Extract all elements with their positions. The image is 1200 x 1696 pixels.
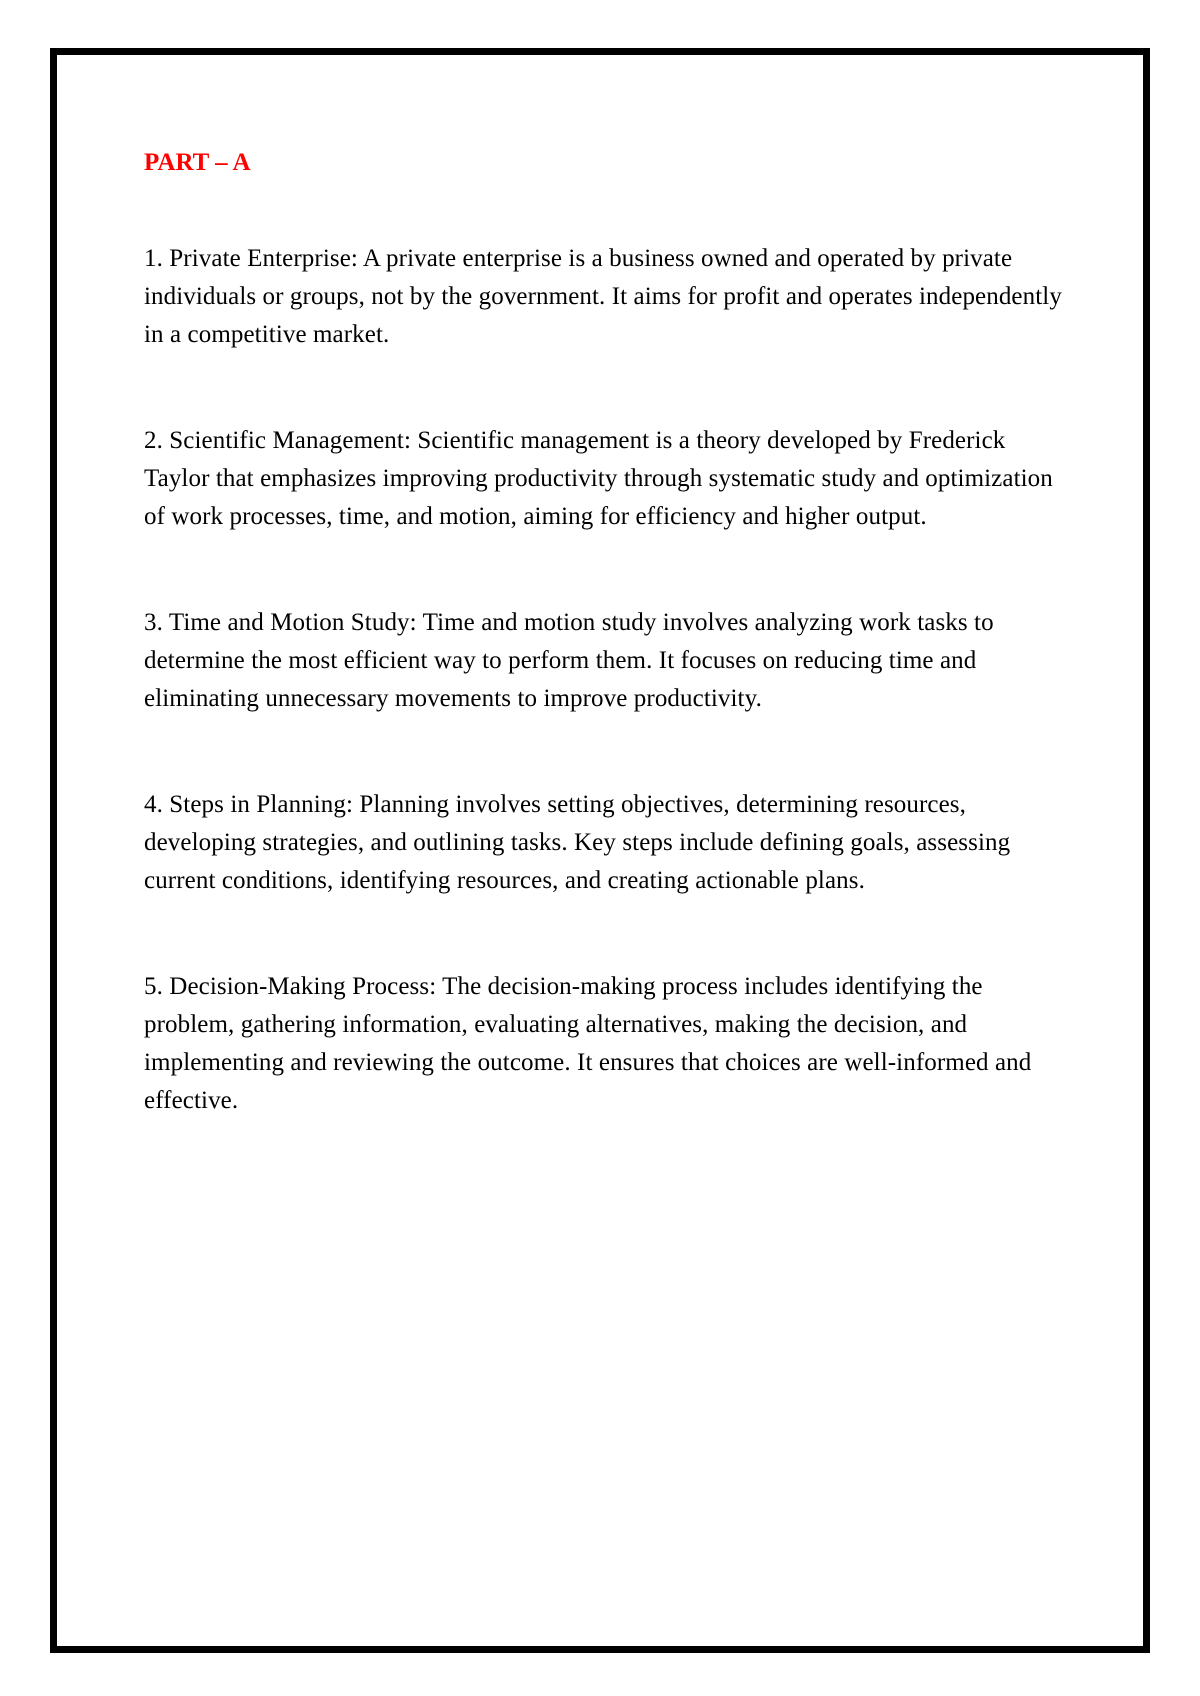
paragraph-decision-making-process: 5. Decision-Making Process: The decision-making process includes identifying the problem, gathering information, evaluating alternatives, making the decision, and implementing and reviewing the outcome. It ensures that choices are well-informed and effective. bbox=[144, 973, 1032, 1114]
paragraph-time-and-motion-study: 3. Time and Motion Study: Time and motion study involves analyzing work tasks to determine the most efficient way to perform them. It focuses on reducing time and eliminating unnecessary movements to improve productivity. bbox=[144, 609, 994, 712]
paragraph-private-enterprise: 1. Private Enterprise: A private enterprise is a business owned and operated by private individuals or groups, not by the government. It aims for profit and operates independently in a competitive market. bbox=[144, 245, 1062, 348]
paragraph-scientific-management: 2. Scientific Management: Scientific management is a theory developed by Frederick Taylor that emphasizes improving productivity through systematic study and optimization of work processes, time, and motion, aiming for efficiency and higher output. bbox=[144, 427, 1053, 530]
document-body bbox=[144, 146, 1074, 1188]
section-heading: PART – A bbox=[144, 149, 251, 176]
paragraph-steps-in-planning: 4. Steps in Planning: Planning involves setting objectives, determining resources, developing strategies, and outlining tasks. Key steps include defining goals, assessing current conditions, identifying resources, and creating actionable plans. bbox=[144, 791, 1011, 894]
